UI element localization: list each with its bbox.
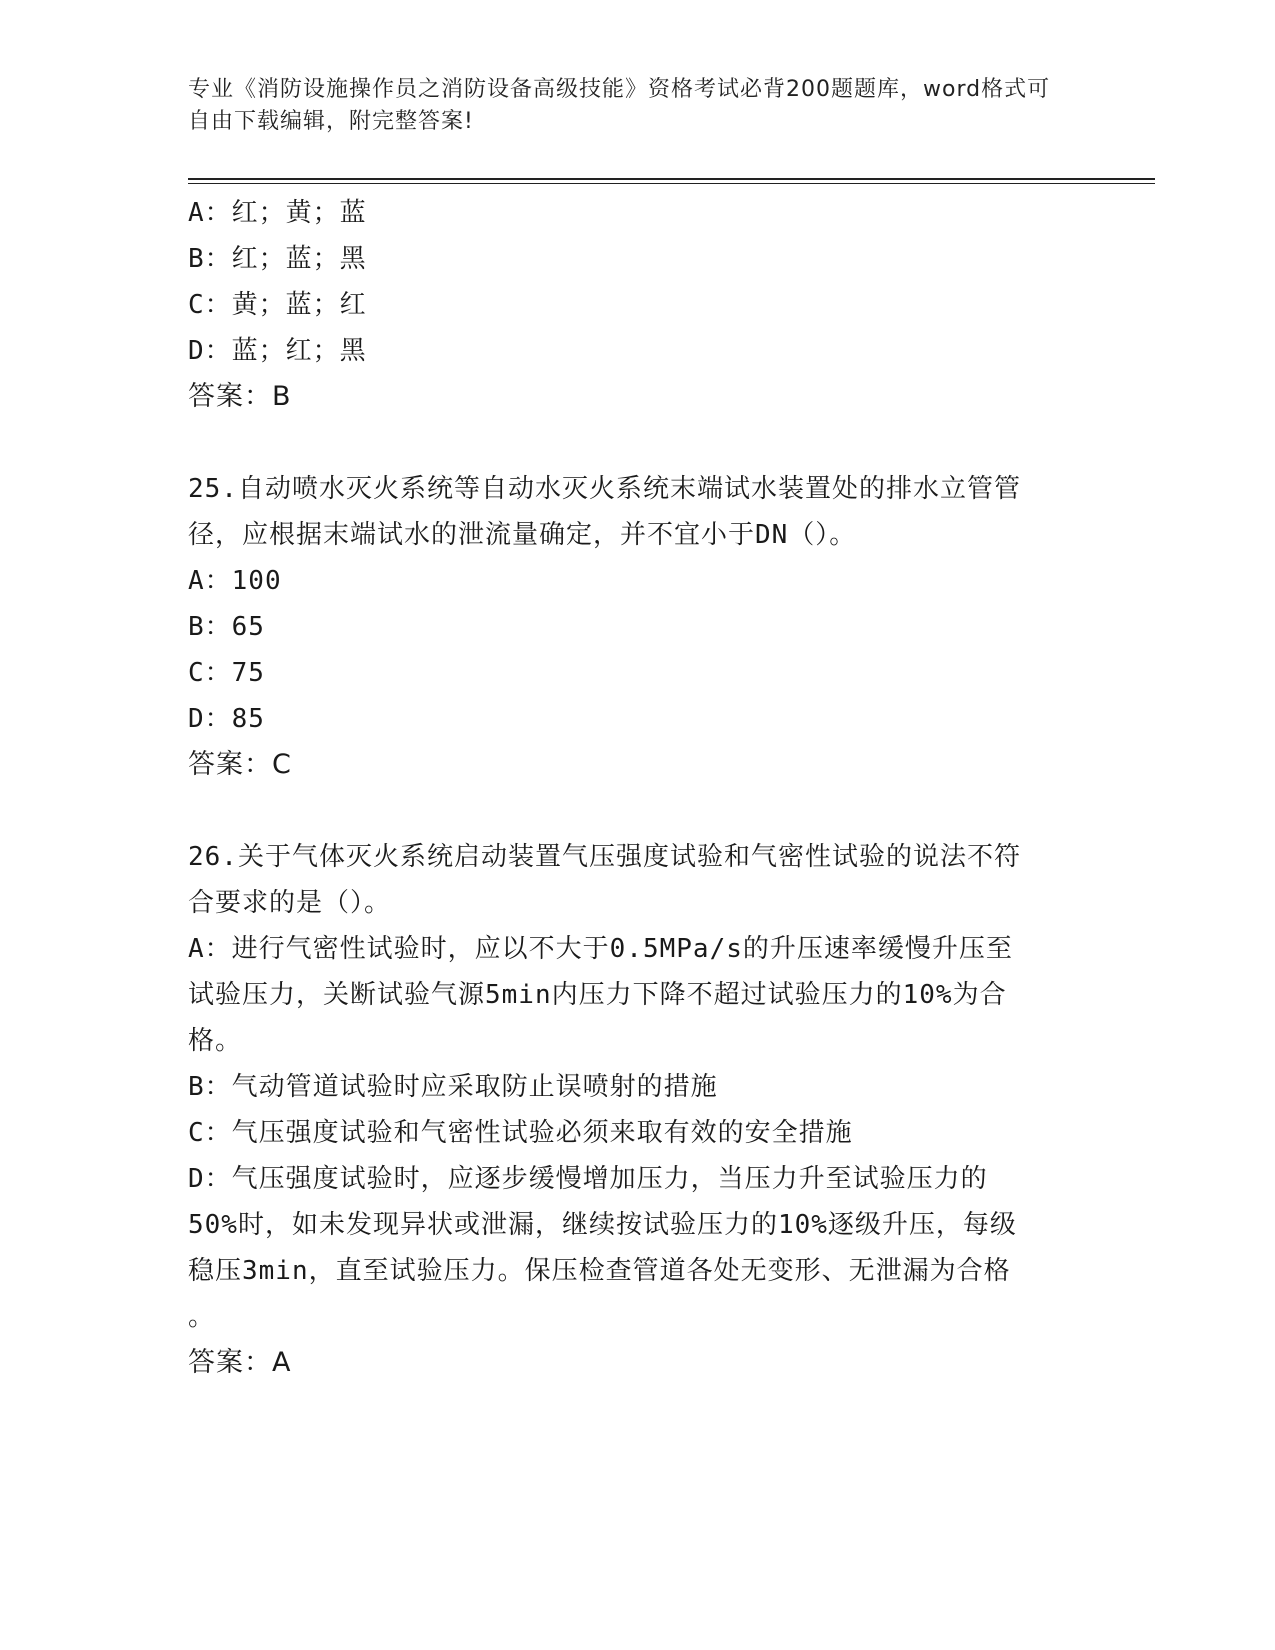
document-header: 专业《消防设施操作员之消防设备高级技能》资格考试必背200题题库，word格式可自由下载编辑，附完整答案! bbox=[188, 77, 1051, 134]
question-25-option-b: B：65 bbox=[188, 612, 265, 642]
question-26-option-a-line-3: 格。 bbox=[188, 1026, 243, 1056]
question-26-option-a-line-1: A：进行气密性试验时，应以不大于0.5MPa/s的升压速率缓慢升压至 bbox=[188, 934, 1013, 964]
header-rule-top bbox=[188, 178, 1155, 180]
question-26-option-b: B：气动管道试验时应采取防止误喷射的措施 bbox=[188, 1072, 718, 1102]
question-26-stem-line-2: 合要求的是（）。 bbox=[188, 888, 392, 918]
question-25-stem-line-1: 25.自动喷水灭火系统等自动水灭火系统末端试水装置处的排水立管管 bbox=[188, 474, 1021, 504]
question-26-option-d-line-4: 。 bbox=[188, 1302, 216, 1332]
option-b: B：红；蓝；黑 bbox=[188, 244, 367, 274]
answer-line: 答案：B bbox=[188, 381, 292, 412]
question-content bbox=[188, 190, 1078, 1386]
header-rule-bottom bbox=[188, 183, 1155, 184]
spacer bbox=[188, 788, 1078, 834]
question-25-answer: 答案：C bbox=[188, 749, 292, 780]
question-26-option-a-line-2: 试验压力，关断试验气源5min内压力下降不超过试验压力的10%为合 bbox=[188, 980, 1007, 1010]
question-26-option-d-line-2: 50%时，如未发现异状或泄漏，继续按试验压力的10%逐级升压，每级 bbox=[188, 1210, 1017, 1240]
question-25-option-d: D：85 bbox=[188, 704, 265, 734]
spacer bbox=[188, 420, 1078, 466]
question-26-option-c: C：气压强度试验和气密性试验必须来取有效的安全措施 bbox=[188, 1118, 853, 1148]
question-26-option-d-line-3: 稳压3min，直至试验压力。保压检查管道各处无变形、无泄漏为合格 bbox=[188, 1256, 1011, 1286]
option-d: D：蓝；红；黑 bbox=[188, 336, 367, 366]
option-c: C：黄；蓝；红 bbox=[188, 290, 367, 320]
question-25-option-c: C：75 bbox=[188, 658, 265, 688]
question-26-stem-line-1: 26.关于气体灭火系统启动装置气压强度试验和气密性试验的说法不符 bbox=[188, 842, 1021, 872]
option-a: A：红；黄；蓝 bbox=[188, 198, 367, 228]
question-26-answer: 答案：A bbox=[188, 1347, 292, 1378]
question-26-option-d-line-1: D：气压强度试验时，应逐步缓慢增加压力，当压力升至试验压力的 bbox=[188, 1164, 988, 1194]
question-25-stem-line-2: 径，应根据末端试水的泄流量确定，并不宜小于DN（）。 bbox=[188, 520, 857, 550]
question-25-option-a: A：100 bbox=[188, 566, 282, 596]
